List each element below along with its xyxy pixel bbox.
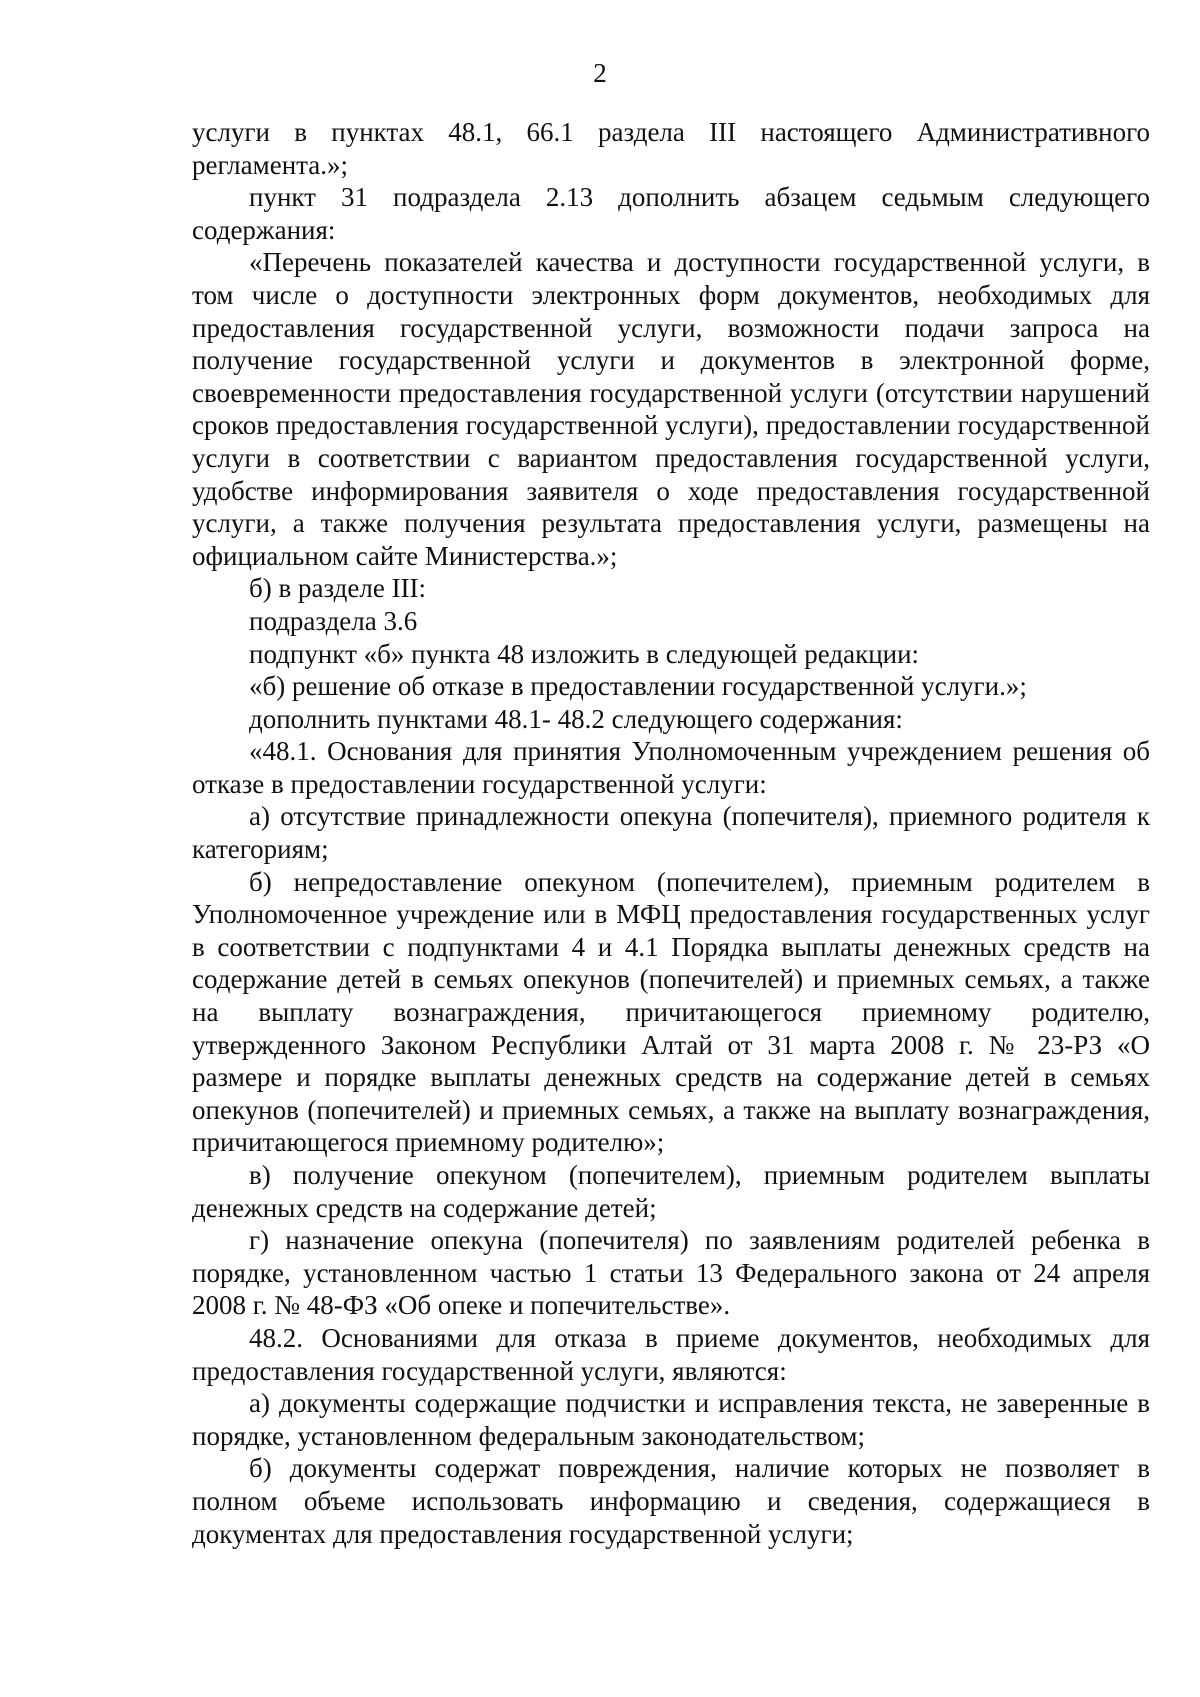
paragraph-section-iii: б) в разделе III: — [249, 573, 427, 604]
paragraph-amend-item-31: пункт 31 подраздела 2.13 дополнить абзацем седьмым следующего содержания: — [192, 182, 1150, 245]
paragraph-item-48-1: «48.1. Основания для принятия Уполномоченным учреждением решения об отказе в предоставлении государственной услуги: — [192, 736, 1150, 799]
paragraph-item-48-2-a: а) документы содержащие подчистки и исправления текста, не заверенные в порядке, установленном федеральным законодательством; — [192, 1388, 1150, 1451]
paragraph-item-48-2-b: б) документы содержат повреждения, наличие которых не позволяет в полном объеме использовать информацию и сведения, содержащиеся в документах для предоставления государственной услуги; — [192, 1453, 1150, 1549]
paragraph-subsection-3-6: подраздела 3.6 — [249, 605, 418, 636]
document-body — [192, 116, 1150, 1550]
paragraph-item-48-1-v: в) получение опекуном (попечителем), приемным родителем выплаты денежных средств на содержание детей; — [192, 1160, 1150, 1223]
paragraph-item-48-1-a: а) отсутствие принадлежности опекуна (попечителя), приемного родителя к категориям; — [192, 801, 1150, 865]
paragraph-continuation: услуги в пунктах 48.1, 66.1 раздела III настоящего Административного регламента.»; — [192, 117, 1150, 180]
paragraph-item-48-1-g: г) назначение опекуна (попечителя) по заявлениям родителей ребенка в порядке, установленном частью 1 статьи 13 Федерального закона от 24 апреля 2008 г. № 48-ФЗ «Об опеке и попечительстве». — [192, 1225, 1150, 1321]
paragraph-item-48-2: 48.2. Основаниями для отказа в приеме документов, необходимых для предоставления государственной услуги, являются: — [192, 1322, 1150, 1386]
paragraph-refusal-decision: «б) решение об отказе в предоставлении государственной услуги.»; — [249, 671, 1027, 702]
paragraph-subitem-b-48: подпункт «б» пункта 48 изложить в следующей редакции: — [249, 638, 920, 669]
page-number: 2 — [593, 58, 607, 88]
paragraph-add-items-48: дополнить пунктами 48.1- 48.2 следующего содержания: — [249, 703, 903, 734]
paragraph-quality-indicators: «Перечень показателей качества и доступности государственной услуги, в том числе о доступности электронных форм документов, необходимых для предоставления государственной услуги, возможности подачи запроса на получение государственной услуги и документов в электронной форме, своевременности предоставления государственной услуги (отсутствии нарушений сроков предоставления государственной услуги), предоставлении государственной услуги в соответствии с вариантом предоставления государственной услуги, удобстве информирования заявителя о ходе предоставления государственной услуги, а также получения результата предоставления услуги, размещены на официальном сайте Министерства.»; — [192, 247, 1150, 571]
paragraph-item-48-1-b: б) непредоставление опекуном (попечителем), приемным родителем в Уполномоченное учреждение или в МФЦ предоставления государственных услуг в соответствии с подпунктами 4 и 4.1 Порядка выплаты денежных средств на содержание детей в семьях опекунов (попечителей) и приемных семьях, а также на выплату вознаграждения, причитающегося приемному родителю, утвержденного Законом Республики Алтай от 31 марта 2008 г. № 23-РЗ «О размере и порядке выплаты денежных средств на содержание детей в семьях опекунов (попечителей) и приемных семьях, а также на выплату вознаграждения, причитающегося приемному родителю»; — [192, 866, 1150, 1158]
